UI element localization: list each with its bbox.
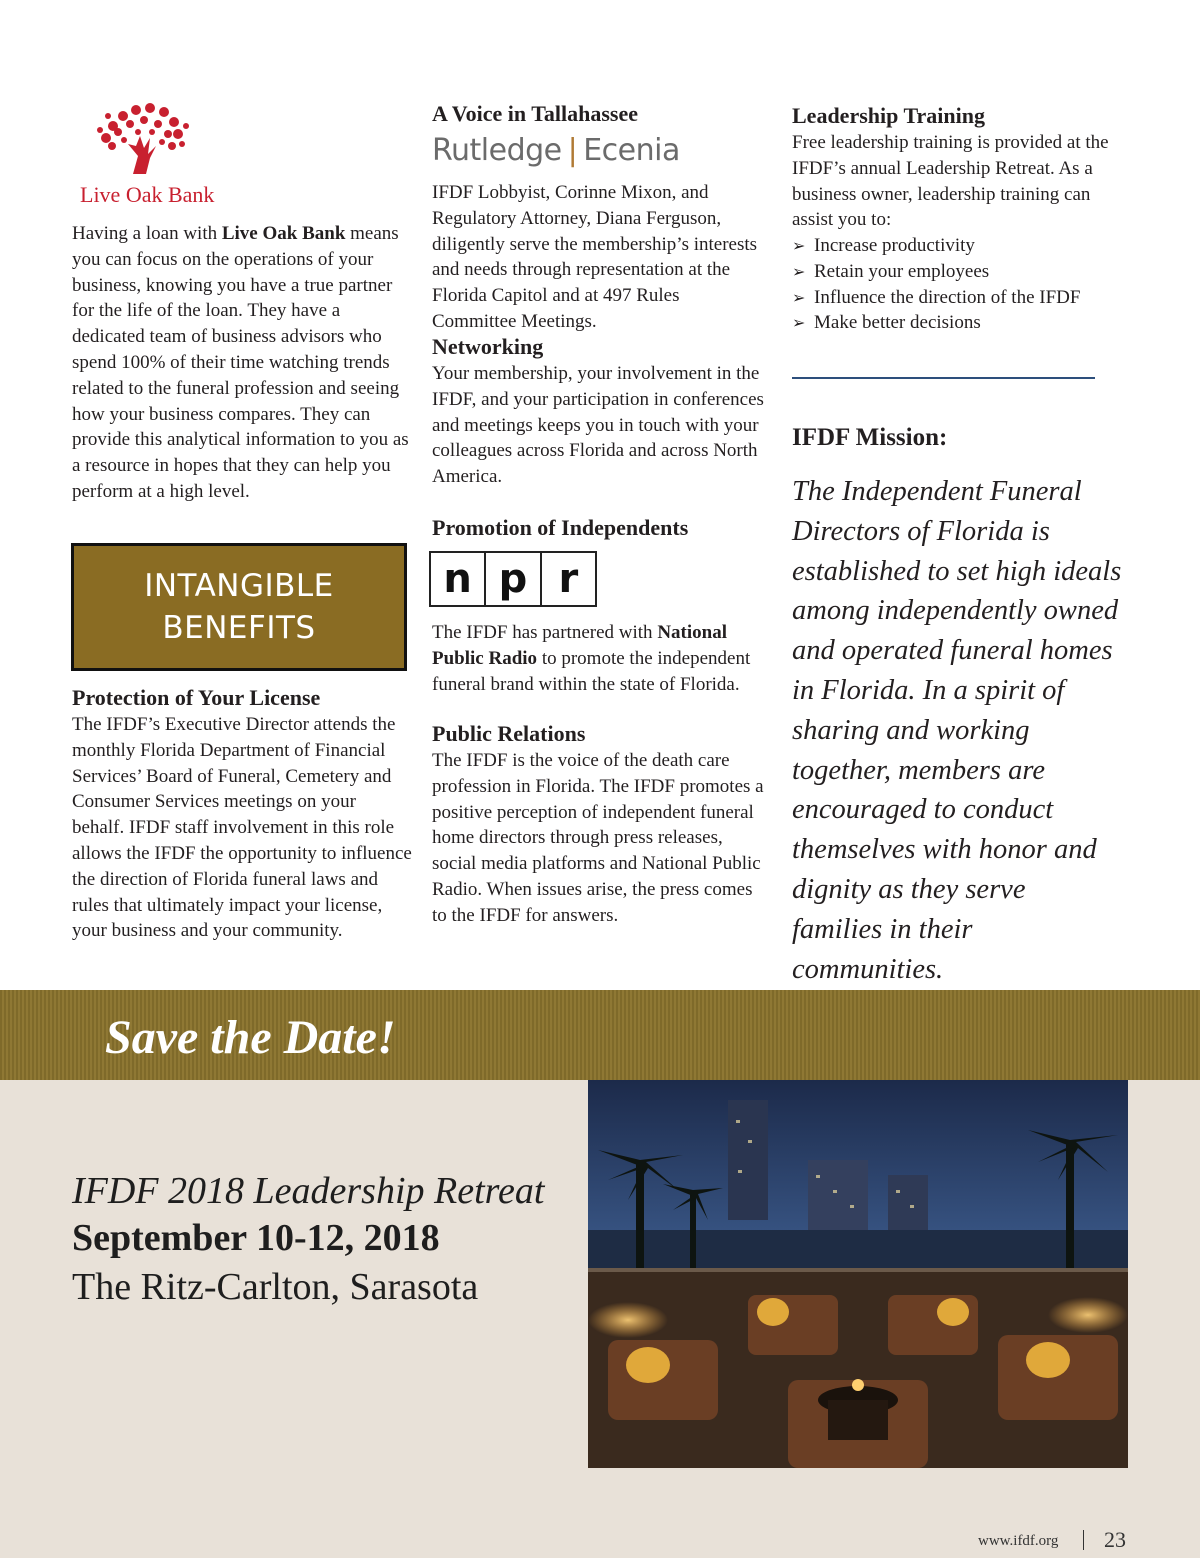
promotion-heading: Promotion of Independents: [432, 515, 689, 540]
footer-divider: [1083, 1530, 1084, 1550]
intangible-benefits-title: INTANGIBLE BENEFITS: [144, 568, 334, 646]
npr-letter: n: [431, 553, 486, 605]
list-item: ➢ Make better decisions: [792, 310, 1132, 336]
intangible-benefits-box: [71, 543, 407, 671]
leadership-training-paragraph: Free leadership training is provided at the IFDF’s annual Leadership Retreat. As a business owner, leadership training can assist you to:: [792, 132, 1109, 231]
list-item: ➢ Retain your employees: [792, 259, 1132, 285]
event-date: September 10-12, 2018: [72, 1217, 440, 1259]
arrow-bullet-icon: ➢: [792, 287, 806, 307]
voice-paragraph: IFDF Lobbyist, Corinne Mixon, and Regulatory Attorney, Diana Ferguson, diligently serve the membership’s interests and needs through representation at the Florida Capitol and at 497 Rules Committee Meetings.: [432, 182, 758, 332]
event-title: IFDF 2018 Leadership Retreat: [72, 1170, 545, 1212]
event-venue: The Ritz-Carlton, Sarasota: [72, 1266, 479, 1308]
list-item: ➢ Increase productivity: [792, 233, 1132, 259]
save-the-date-title: Save the Date!: [105, 1011, 396, 1064]
page-number: 23: [1104, 1527, 1126, 1552]
mission-heading: IFDF Mission:: [792, 424, 948, 451]
live-oak-bank-logo: [78, 96, 248, 208]
promotion-paragraph: The IFDF has partnered with National Public Radio to promote the independent funeral brand within the state of Florida.: [432, 622, 751, 695]
mission-statement: The Independent Funeral Directors of Florida is established to set high ideals among independently owned and operated funeral homes in Florida. In a spirit of sharing and working together, members are encouraged to conduct themselves with honor and dignity as they serve families in their communities.: [792, 476, 1122, 985]
voice-heading: A Voice in Tallahassee: [432, 101, 639, 126]
npr-letter: p: [486, 553, 541, 605]
footer-url: www.ifdf.org: [978, 1533, 1059, 1549]
public-relations-heading: Public Relations: [432, 721, 586, 746]
public-relations-paragraph: The IFDF is the voice of the death care profession in Florida. The IFDF promotes a positive perception of independent funeral home directors through press releases, social media platforms and National Public Radio. When issues arise, the press comes to the IFDF for answers.: [432, 750, 764, 926]
oak-tree-icon: [78, 96, 248, 208]
svg-text:Live Oak Bank: Live Oak Bank: [80, 182, 215, 207]
live-oak-bank-paragraph: Having a loan with Live Oak Bank means you can focus on the operations of your business, knowing you have a true partner for the life of the loan. They have a dedicated team of business advisors who spend 100% of their time watching trends related to the funeral profession and seeing how your business compares. They can provide this analytical information to you as a resource in hopes that they can help you perform at a high level.: [72, 223, 409, 502]
npr-logo: [429, 551, 597, 607]
rutledge-ecenia-logo: Rutledge | Ecenia: [432, 133, 680, 168]
resort-terrace-photo: [588, 1080, 1128, 1468]
arrow-bullet-icon: ➢: [792, 313, 806, 333]
leadership-training-heading: Leadership Training: [792, 103, 985, 128]
license-heading: Protection of Your License: [72, 685, 321, 710]
networking-heading: Networking: [432, 334, 544, 359]
divider: [792, 377, 1095, 379]
list-item: ➢ Influence the direction of the IFDF: [792, 285, 1132, 311]
arrow-bullet-icon: ➢: [792, 236, 806, 255]
networking-paragraph: Your membership, your involvement in the IFDF, and your participation in conferences and meetings keeps you in touch with your colleagues across Florida and across North America.: [432, 363, 764, 488]
arrow-bullet-icon: ➢: [792, 261, 806, 281]
npr-letter: r: [558, 556, 579, 602]
leadership-training-list: [792, 233, 1132, 336]
license-paragraph: The IFDF’s Executive Director attends the monthly Florida Department of Financial Services’ Board of Funeral, Cemetery and Consumer Services meetings on your behalf. IFDF staff involvement in this role allows the IFDF the opportunity to influence the direction of Florida funeral laws and rules that ultimately impact your license, your business and your community.: [72, 714, 412, 942]
